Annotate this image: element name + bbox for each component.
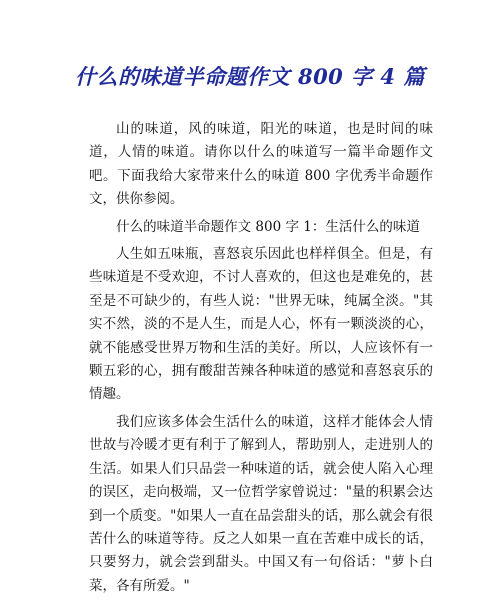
- document-body: [89, 118, 433, 602]
- body-paragraph-1: 人生如五味瓶，喜怒哀乐因此也样样俱全。但是，有些味道是不受欢迎，不讨人喜欢的，但这也是难免的，甚至是不可缺少的，有些人说："世界无味，纯属全淡。"其实不然，淡的不是人生，而是人心，怀有一颗淡淡的心，就不能感受世界万物和生活的美好。所以，人应该怀有一颗五彩的心，拥有酸甜苦辣各种味道的感觉和喜怒哀乐的情趣。: [89, 246, 433, 403]
- intro-paragraph: 山的味道，风的味道，阳光的味道，也是时间的味道，人情的味道。请你以什么的味道写一篇半命题作文吧。下面我给大家带来什么的味道 800 字优秀半命题作文，供你参阅。: [89, 121, 433, 208]
- section-heading: 什么的味道半命题作文 800 字 1：生活什么的味道: [116, 218, 420, 235]
- body-paragraph-2: 我们应该多体会生活什么的味道，这样才能体会人情世故与冷暖才更有利于了解到人，帮助别人，走进别人的生活。如果人们只品尝一种味道的话，就会使人陷入心理的误区，走向极端，又一位哲学家曾说过："量的积累会达到一个质变。"如果人一直在品尝甜头的话，那么就会有很苦什么的味道等待。反之人如果一直在苦难中成长的话，只要努力，就会尝到甜头。中国又有一句俗话："萝卜白菜，各有所爱。": [89, 413, 433, 594]
- document-title: 什么的味道半命题作文 800 字 4 篇: [75, 64, 425, 89]
